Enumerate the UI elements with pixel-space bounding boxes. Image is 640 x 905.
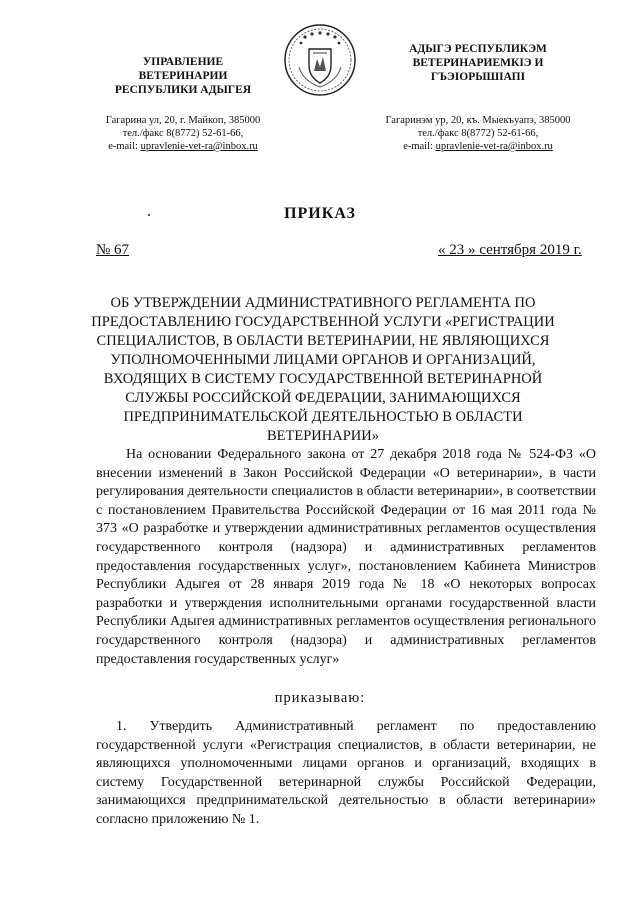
header-left-block xyxy=(88,55,278,153)
org-name-ru-line2: ВЕТЕРИНАРИИ xyxy=(138,70,228,82)
email-label: e-mail: xyxy=(108,141,141,152)
email-link-ru[interactable]: upravlenie-vet-ra@inbox.ru xyxy=(140,141,258,152)
email-line-ru xyxy=(88,140,278,153)
order-item-1: 1. Утвердить Административный регламент по предоставлению государственной услуги «Регистрация специалистов, в области ветеринарии, не являющихся уполномоченными лицами органов и организаций, входящих в систему Государственной ветеринарной службы Российской Федерации, занимающихся предпринимательской деятельностью в области ветеринарии» согласно приложению № 1. xyxy=(96,719,596,827)
contacts-right xyxy=(378,114,578,153)
order-date: « 23 » сентября 2019 г. xyxy=(438,242,582,258)
document-title: ПРИКАЗ xyxy=(284,205,356,222)
org-name-ru-line3: РЕСПУБЛИКИ АДЫГЕЯ xyxy=(114,84,252,96)
preamble-paragraph: На основании Федерального закона от 27 декабря 2018 года № 524-ФЗ «О внесении изменений в Закон Российской Федерации «О ветеринарии», в части регулирования деятельности специалистов в области ветеринарии», в соответствии с постановлением Правительства Российской Федерации от 16 мая 2011 года № 373 «О разработке и утверждении административных регламентов осуществления государственного контроля (надзора) и административных регламентов предоставления государственных услуг», постановлением Кабинета Министров Республики Адыгея от 28 января 2019 года № 18 «О некоторых вопросах разработки и утверждения исполнительными органами государственной власти Республики Адыгея административных регламентов осуществления регионального государственного контроля (надзора) и административных регламентов предоставления государственных услуг» xyxy=(96,447,596,667)
email-label: e-mail: xyxy=(403,141,436,152)
address-ru: Гагарина ул, 20, г. Майкоп, 385000 xyxy=(105,115,261,126)
org-name-ady-line3: ГЪЭІОРЫШІАПІ xyxy=(430,71,526,83)
order-subject-heading: ОБ УТВЕРЖДЕНИИ АДМИНИСТРАТИВНОГО РЕГЛАМЕНТА ПО ПРЕДОСТАВЛЕНИЮ ГОСУДАРСТВЕННОЙ УСЛУГИ «РЕГИСТРАЦИИ СПЕЦИАЛИСТОВ, В ОБЛАСТИ ВЕТЕРИНАРИИ, НЕ ЯВЛЯЮЩИХСЯ УПОЛНОМОЧЕННЫМИ ЛИЦАМИ ОРГАНОВ И ОРГАНИЗАЦИЙ, ВХОДЯЩИХ В СИСТЕМУ ГОСУДАРСТВЕННОЙ ВЕТЕРИНАРНОЙ СЛУЖБЫ РОССИЙСКОЙ ФЕДЕРАЦИИ, ЗАНИМАЮЩИХСЯ ПРЕДПРИНИМАТЕЛЬСКОЙ ДЕЯТЕЛЬНОСТЬЮ В ОБЛАСТИ ВЕТЕРИНАРИИ» xyxy=(91,295,555,444)
phone-ady: тел./факс 8(8772) 52-61-66, xyxy=(417,128,539,139)
email-line-ady xyxy=(378,140,578,153)
org-name-ady-line2: ВЕТЕРИНАРИЕМКІЭ И xyxy=(412,57,544,69)
contacts-left xyxy=(88,114,278,153)
address-ady: Гагаринэм ур, 20, къ. Мыекъуапэ, 385000 xyxy=(385,115,571,126)
order-number: № 67 xyxy=(96,242,130,258)
republic-of-adygea-coat-of-arms-icon xyxy=(283,23,357,97)
org-name-ady-line1: АДЫГЭ РЕСПУБЛИКЭМ xyxy=(409,43,547,55)
org-name-ru-line1: УПРАВЛЕНИЕ xyxy=(142,56,224,68)
header-right-block xyxy=(378,42,578,153)
email-link-ady[interactable]: upravlenie-vet-ra@inbox.ru xyxy=(435,141,553,152)
phone-ru: тел./факс 8(8772) 52-61-66, xyxy=(122,128,244,139)
order-word: приказываю: xyxy=(274,690,366,706)
